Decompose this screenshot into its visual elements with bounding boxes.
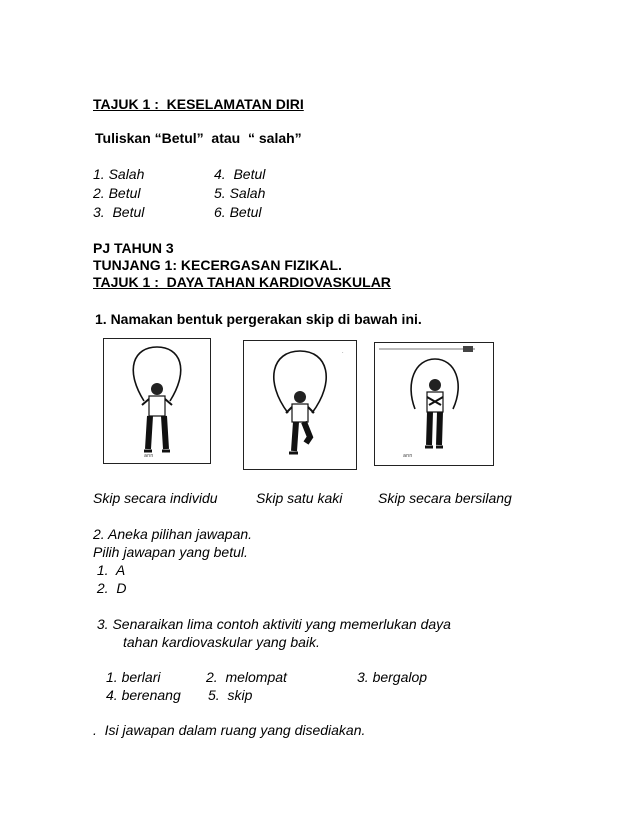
svg-text:.: . <box>342 349 344 355</box>
activity-3: 3. bergalop <box>357 669 428 685</box>
answer-3: 3. Betul <box>93 204 145 220</box>
section1-heading: TAJUK 1 : KESELAMATAN DIRI <box>93 96 304 112</box>
question-2-answer-2: 2. D <box>93 580 127 596</box>
jump-rope-one-leg-figure <box>243 340 357 470</box>
caption-crossed: Skip secara bersilang <box>378 490 512 506</box>
answer-1: 1. Salah <box>93 166 145 182</box>
section2-heading: TAJUK 1 : DAYA TAHAN KARDIOVASKULAR <box>93 274 391 290</box>
answer-5: 5. Salah <box>214 185 266 201</box>
svg-text:ann: ann <box>403 453 413 459</box>
answer-4: 4. Betul <box>214 166 266 182</box>
jump-rope-crossed-figure <box>374 342 494 466</box>
activity-1: 1. berlari <box>106 669 161 685</box>
activity-2: 2. melompat <box>206 669 287 685</box>
question-2-answer-1: 1. A <box>93 562 126 578</box>
footer-instruction: . Isi jawapan dalam ruang yang disediakan. <box>93 722 366 738</box>
question-1: 1. Namakan bentuk pergerakan skip di bawah ini. <box>95 311 422 327</box>
question-2-title: 2. Aneka pilihan jawapan. <box>93 526 253 542</box>
jump-rope-individual-figure <box>103 338 211 464</box>
answer-6: 6. Betul <box>214 204 262 220</box>
class-label: PJ TAHUN 3 <box>93 240 174 256</box>
question-3-line1: 3. Senaraikan lima contoh aktiviti yang memerlukan daya <box>93 616 451 632</box>
caption-individual: Skip secara individu <box>93 490 218 506</box>
activity-4: 4. berenang <box>106 687 181 703</box>
caption-one-leg: Skip satu kaki <box>256 490 343 506</box>
svg-text:ann: ann <box>144 453 154 459</box>
question-3-line2: tahan kardiovaskular yang baik. <box>123 634 320 650</box>
section1-instruction: Tuliskan “Betul” atau “ salah” <box>95 130 302 146</box>
activity-5: 5. skip <box>208 687 253 703</box>
tunjang-label: TUNJANG 1: KECERGASAN FIZIKAL. <box>93 257 342 273</box>
question-2-sub: Pilih jawapan yang betul. <box>93 544 248 560</box>
answer-2: 2. Betul <box>93 185 141 201</box>
